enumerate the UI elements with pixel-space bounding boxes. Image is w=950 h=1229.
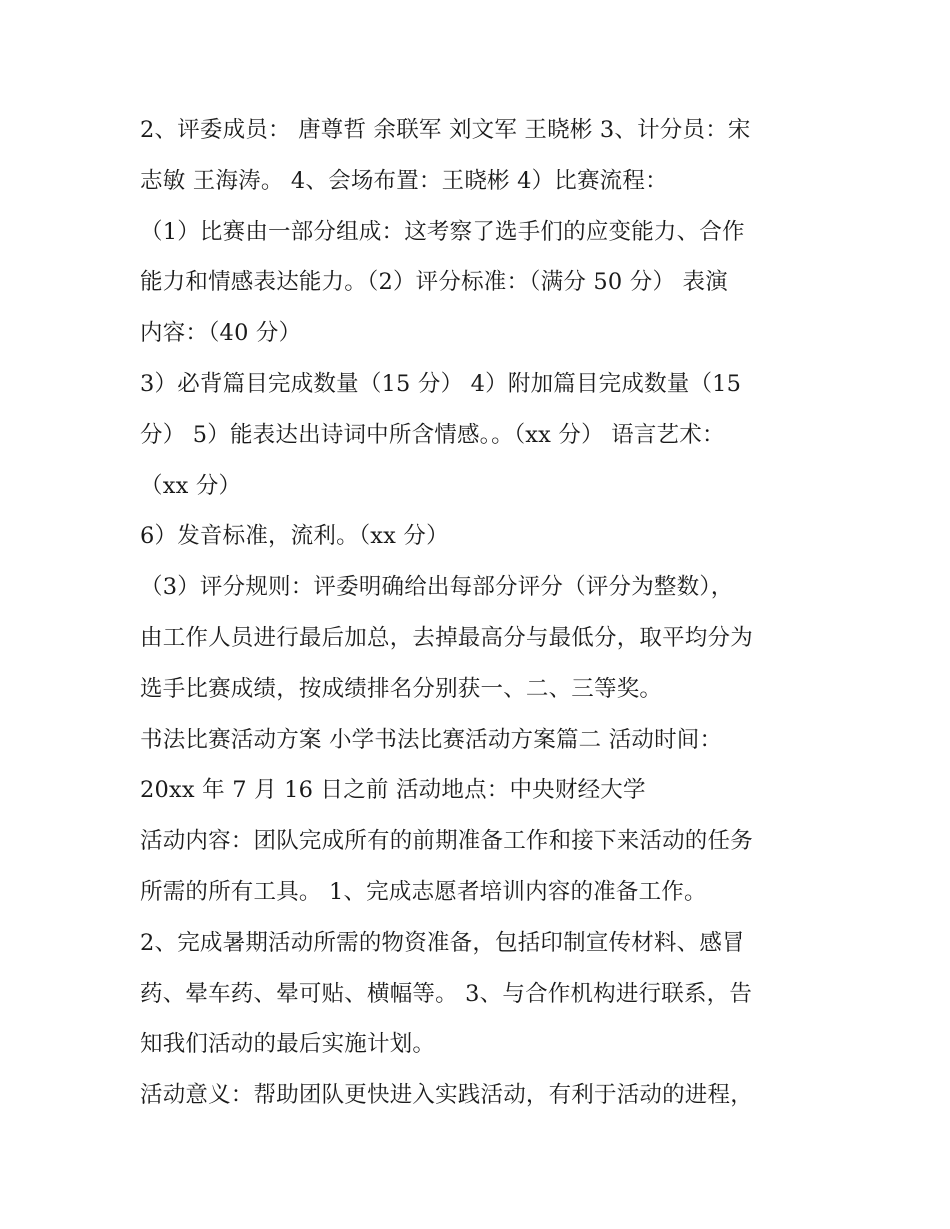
text-line: 选手比赛成绩，按成绩排名分别获一、二、三等奖。	[140, 675, 663, 702]
text-line: 内容：（40 分）	[140, 320, 302, 347]
text-line: 6）发音标准，流利。（xx 分）	[140, 523, 449, 550]
text-line: 知我们活动的最后实施计划。	[140, 1031, 436, 1058]
text-line: 由工作人员进行最后加总，去掉最高分与最低分，取平均分为	[140, 624, 753, 651]
text-line: 2、评委成员： 唐尊哲 余联军 刘文军 王晓彬 3、计分员：宋	[140, 117, 751, 143]
text-line: 2、完成暑期活动所需的物资准备，包括印制宣传材料、感冒	[140, 929, 745, 956]
text-line: 能力和情感表达能力。（2）评分标准：（满分 50 分） 表演	[140, 269, 728, 296]
text-line: 3）必背篇目完成数量（15 分） 4）附加篇目完成数量（15	[140, 370, 742, 397]
text-line: 所需的所有工具。 1、完成志愿者培训内容的准备工作。	[140, 878, 707, 905]
text-line: （3）评分规则：评委明确给出每部分评分（评分为整数），	[140, 574, 734, 601]
text-line: 分） 5）能表达出诗词中所含情感。。（xx 分） 语言艺术：	[140, 421, 725, 448]
text-line: 活动内容：团队完成所有的前期准备工作和接下来活动的任务	[140, 828, 753, 855]
text-line: 书法比赛活动方案 小学书法比赛活动方案篇二 活动时间：	[140, 726, 723, 753]
text-line: 活动意义：帮助团队更快进入实践活动，有利于活动的进程，	[140, 1082, 753, 1109]
text-line: （1）比赛由一部分组成：这考察了选手们的应变能力、合作	[140, 218, 745, 245]
text-line: 志敏 王海涛。 4、会场布置：王晓彬 4）比赛流程：	[140, 167, 668, 194]
text-line: （xx 分）	[140, 472, 242, 499]
text-line: 药、晕车药、晕可贴、横幅等。 3、与合作机构进行联系，告	[140, 980, 753, 1007]
document-body	[140, 110, 830, 1126]
text-line: 20xx 年 7 月 16 日之前 活动地点：中央财经大学	[140, 777, 646, 804]
